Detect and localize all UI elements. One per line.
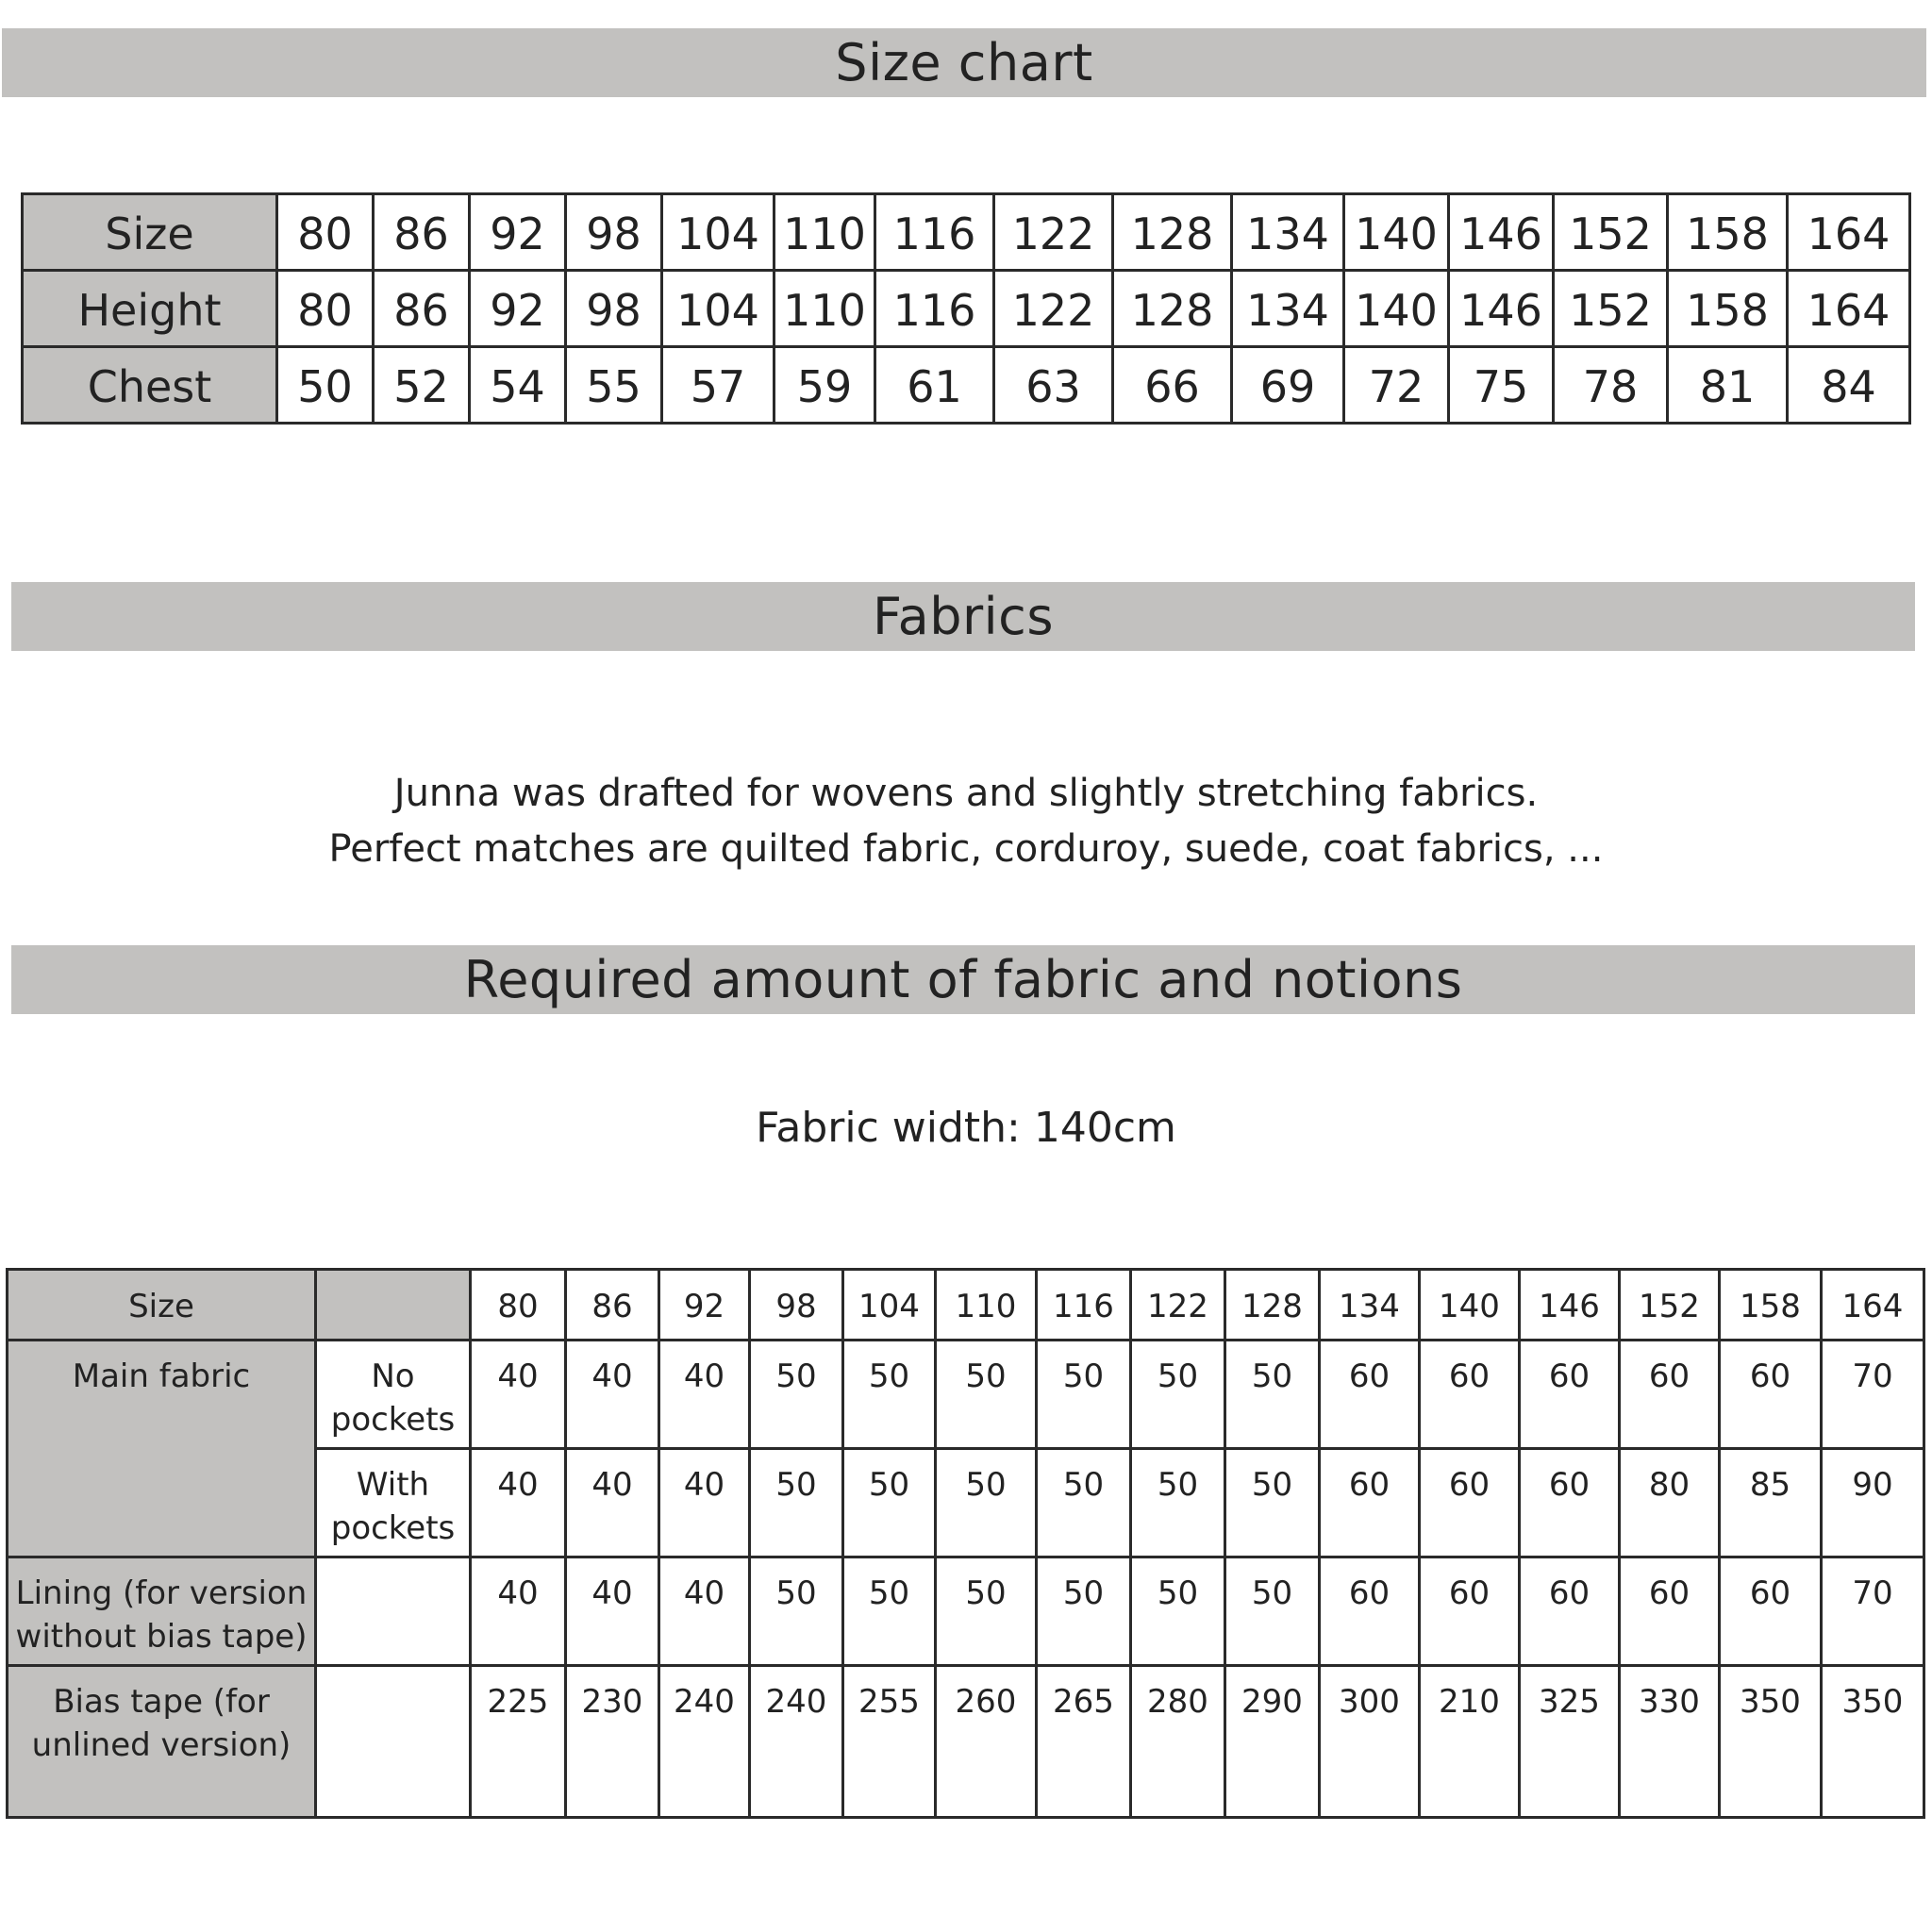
req-size-cell: 134	[1320, 1270, 1420, 1341]
size-chart-cell: 110	[774, 271, 875, 347]
req-lining-cell: 70	[1822, 1557, 1924, 1666]
req-no-pockets-cell: 60	[1620, 1341, 1720, 1449]
req-header-row	[8, 1270, 1924, 1341]
req-bias-cell: 290	[1225, 1666, 1320, 1818]
req-no-pockets-cell: 60	[1320, 1341, 1420, 1449]
req-lining-cell: 60	[1420, 1557, 1520, 1666]
size-chart-cell: 122	[994, 194, 1113, 271]
req-lining-cell: 50	[936, 1557, 1037, 1666]
size-chart-row	[23, 347, 1910, 424]
req-lining-row	[8, 1557, 1924, 1666]
size-chart-cell: 84	[1788, 347, 1910, 424]
req-no-pockets-cell: 70	[1822, 1341, 1924, 1449]
size-chart-cell: 66	[1113, 347, 1232, 424]
req-lining-cell: 60	[1620, 1557, 1720, 1666]
req-lining-cell: 50	[1131, 1557, 1225, 1666]
req-no-pockets-cell: 60	[1420, 1341, 1520, 1449]
size-chart-banner	[2, 28, 1926, 97]
req-bias-cell: 230	[566, 1666, 659, 1818]
req-bias-cell: 225	[471, 1666, 566, 1818]
size-chart-cell: 52	[374, 347, 470, 424]
req-bias-cell: 280	[1131, 1666, 1225, 1818]
size-chart-cell: 75	[1449, 347, 1554, 424]
size-chart-cell: 116	[875, 194, 994, 271]
req-lining-cell: 60	[1520, 1557, 1620, 1666]
req-bias-cell: 210	[1420, 1666, 1520, 1818]
req-no-pockets-cell: 60	[1520, 1341, 1620, 1449]
size-chart-row-label: Size	[23, 194, 277, 271]
req-size-cell: 158	[1720, 1270, 1822, 1341]
size-chart-cell: 61	[875, 347, 994, 424]
req-bias-blank	[316, 1666, 471, 1818]
fabrics-banner	[11, 582, 1915, 651]
req-header-blank	[316, 1270, 471, 1341]
req-size-cell: 140	[1420, 1270, 1520, 1341]
size-chart-cell: 80	[277, 271, 374, 347]
req-lining-blank	[316, 1557, 471, 1666]
size-chart-row-label: Height	[23, 271, 277, 347]
req-size-cell: 98	[750, 1270, 843, 1341]
req-bias-label: Bias tape (for unlined version)	[8, 1666, 316, 1818]
req-bias-cell: 350	[1822, 1666, 1924, 1818]
fabrics-title: Fabrics	[873, 587, 1054, 646]
req-bias-cell: 300	[1320, 1666, 1420, 1818]
req-with-pockets-cell: 40	[471, 1449, 566, 1557]
req-with-pockets-cell: 85	[1720, 1449, 1822, 1557]
size-chart-cell: 128	[1113, 271, 1232, 347]
req-no-pockets-cell: 50	[1131, 1341, 1225, 1449]
req-no-pockets-row	[8, 1341, 1924, 1449]
req-size-label: Size	[8, 1270, 316, 1341]
req-with-pockets-cell: 60	[1320, 1449, 1420, 1557]
size-chart-cell: 54	[470, 347, 566, 424]
size-chart-cell: 146	[1449, 194, 1554, 271]
req-size-cell: 122	[1131, 1270, 1225, 1341]
fabrics-line-1: Junna was drafted for wovens and slightly stretching fabrics.	[393, 772, 1539, 815]
size-chart-cell: 69	[1232, 347, 1344, 424]
fabric-width: Fabric width: 140cm	[756, 1104, 1176, 1152]
req-no-pockets-cell: 40	[566, 1341, 659, 1449]
size-chart-cell: 59	[774, 347, 875, 424]
req-with-pockets-cell: 50	[936, 1449, 1037, 1557]
size-chart-row	[23, 194, 1910, 271]
req-lining-cell: 60	[1720, 1557, 1822, 1666]
req-bias-row	[8, 1666, 1924, 1818]
size-chart-row-label: Chest	[23, 347, 277, 424]
req-with-pockets-cell: 50	[1131, 1449, 1225, 1557]
req-bias-cell: 350	[1720, 1666, 1822, 1818]
size-chart-cell: 104	[662, 271, 774, 347]
req-lining-cell: 40	[471, 1557, 566, 1666]
req-lining-cell: 50	[750, 1557, 843, 1666]
req-lining-cell: 50	[843, 1557, 936, 1666]
size-chart-cell: 152	[1554, 271, 1668, 347]
req-no-pockets-cell: 50	[1225, 1341, 1320, 1449]
size-chart-cell: 158	[1668, 271, 1788, 347]
req-with-pockets-cell: 60	[1520, 1449, 1620, 1557]
req-size-cell: 116	[1037, 1270, 1131, 1341]
size-chart-cell: 78	[1554, 347, 1668, 424]
size-chart-cell: 158	[1668, 194, 1788, 271]
size-chart-cell: 140	[1344, 271, 1449, 347]
size-chart-cell: 152	[1554, 194, 1668, 271]
req-size-cell: 128	[1225, 1270, 1320, 1341]
req-lining-cell: 40	[659, 1557, 750, 1666]
size-chart-cell: 98	[566, 194, 662, 271]
size-chart-cell: 164	[1788, 271, 1910, 347]
req-with-pockets-cell: 50	[843, 1449, 936, 1557]
size-chart-cell: 57	[662, 347, 774, 424]
size-chart-cell: 128	[1113, 194, 1232, 271]
size-chart-cell: 55	[566, 347, 662, 424]
req-bias-cell: 240	[750, 1666, 843, 1818]
req-bias-cell: 330	[1620, 1666, 1720, 1818]
size-chart-row	[23, 271, 1910, 347]
size-chart-cell: 86	[374, 271, 470, 347]
req-with-pockets-cell: 50	[1225, 1449, 1320, 1557]
req-size-cell: 80	[471, 1270, 566, 1341]
req-lining-cell: 50	[1037, 1557, 1131, 1666]
size-chart-cell: 134	[1232, 194, 1344, 271]
req-size-cell: 86	[566, 1270, 659, 1341]
required-banner	[11, 945, 1915, 1014]
req-no-pockets-cell: 60	[1720, 1341, 1822, 1449]
size-chart-cell: 98	[566, 271, 662, 347]
req-lining-cell: 40	[566, 1557, 659, 1666]
size-chart-cell: 104	[662, 194, 774, 271]
size-chart-cell: 146	[1449, 271, 1554, 347]
req-bias-cell: 260	[936, 1666, 1037, 1818]
req-no-pockets-cell: 50	[1037, 1341, 1131, 1449]
size-chart-cell: 140	[1344, 194, 1449, 271]
req-with-pockets-cell: 50	[1037, 1449, 1131, 1557]
size-chart-table	[21, 192, 1911, 425]
req-no-pockets-cell: 40	[471, 1341, 566, 1449]
req-no-pockets-cell: 40	[659, 1341, 750, 1449]
size-chart-title: Size chart	[835, 33, 1093, 92]
req-size-cell: 110	[936, 1270, 1037, 1341]
req-no-pockets-label: No pockets	[316, 1341, 471, 1449]
req-bias-cell: 265	[1037, 1666, 1131, 1818]
size-chart-cell: 50	[277, 347, 374, 424]
req-lining-cell: 60	[1320, 1557, 1420, 1666]
req-with-pockets-cell: 40	[659, 1449, 750, 1557]
req-size-cell: 164	[1822, 1270, 1924, 1341]
req-bias-cell: 255	[843, 1666, 936, 1818]
size-chart-cell: 116	[875, 271, 994, 347]
req-no-pockets-cell: 50	[843, 1341, 936, 1449]
req-no-pockets-cell: 50	[750, 1341, 843, 1449]
req-bias-cell: 240	[659, 1666, 750, 1818]
req-size-cell: 92	[659, 1270, 750, 1341]
req-size-cell: 104	[843, 1270, 936, 1341]
size-chart-cell: 122	[994, 271, 1113, 347]
size-chart-cell: 92	[470, 194, 566, 271]
req-lining-cell: 50	[1225, 1557, 1320, 1666]
size-chart-cell: 134	[1232, 271, 1344, 347]
size-chart-cell: 164	[1788, 194, 1910, 271]
req-with-pockets-cell: 90	[1822, 1449, 1924, 1557]
size-chart-cell: 81	[1668, 347, 1788, 424]
size-chart-cell: 72	[1344, 347, 1449, 424]
req-with-pockets-cell: 60	[1420, 1449, 1520, 1557]
size-chart-cell: 110	[774, 194, 875, 271]
req-bias-cell: 325	[1520, 1666, 1620, 1818]
fabrics-line-2: Perfect matches are quilted fabric, corduroy, suede, coat fabrics, ...	[328, 827, 1604, 871]
req-lining-label: Lining (for version without bias tape)	[8, 1557, 316, 1666]
size-chart-cell: 92	[470, 271, 566, 347]
req-with-pockets-cell: 80	[1620, 1449, 1720, 1557]
req-with-pockets-cell: 50	[750, 1449, 843, 1557]
req-size-cell: 146	[1520, 1270, 1620, 1341]
req-main-fabric-label: Main fabric	[8, 1341, 316, 1557]
required-title: Required amount of fabric and notions	[463, 950, 1463, 1009]
requirements-table	[6, 1268, 1925, 1819]
size-chart-cell: 63	[994, 347, 1113, 424]
size-chart-cell: 80	[277, 194, 374, 271]
size-chart-cell: 86	[374, 194, 470, 271]
req-no-pockets-cell: 50	[936, 1341, 1037, 1449]
req-with-pockets-label: With pockets	[316, 1449, 471, 1557]
req-with-pockets-cell: 40	[566, 1449, 659, 1557]
req-size-cell: 152	[1620, 1270, 1720, 1341]
